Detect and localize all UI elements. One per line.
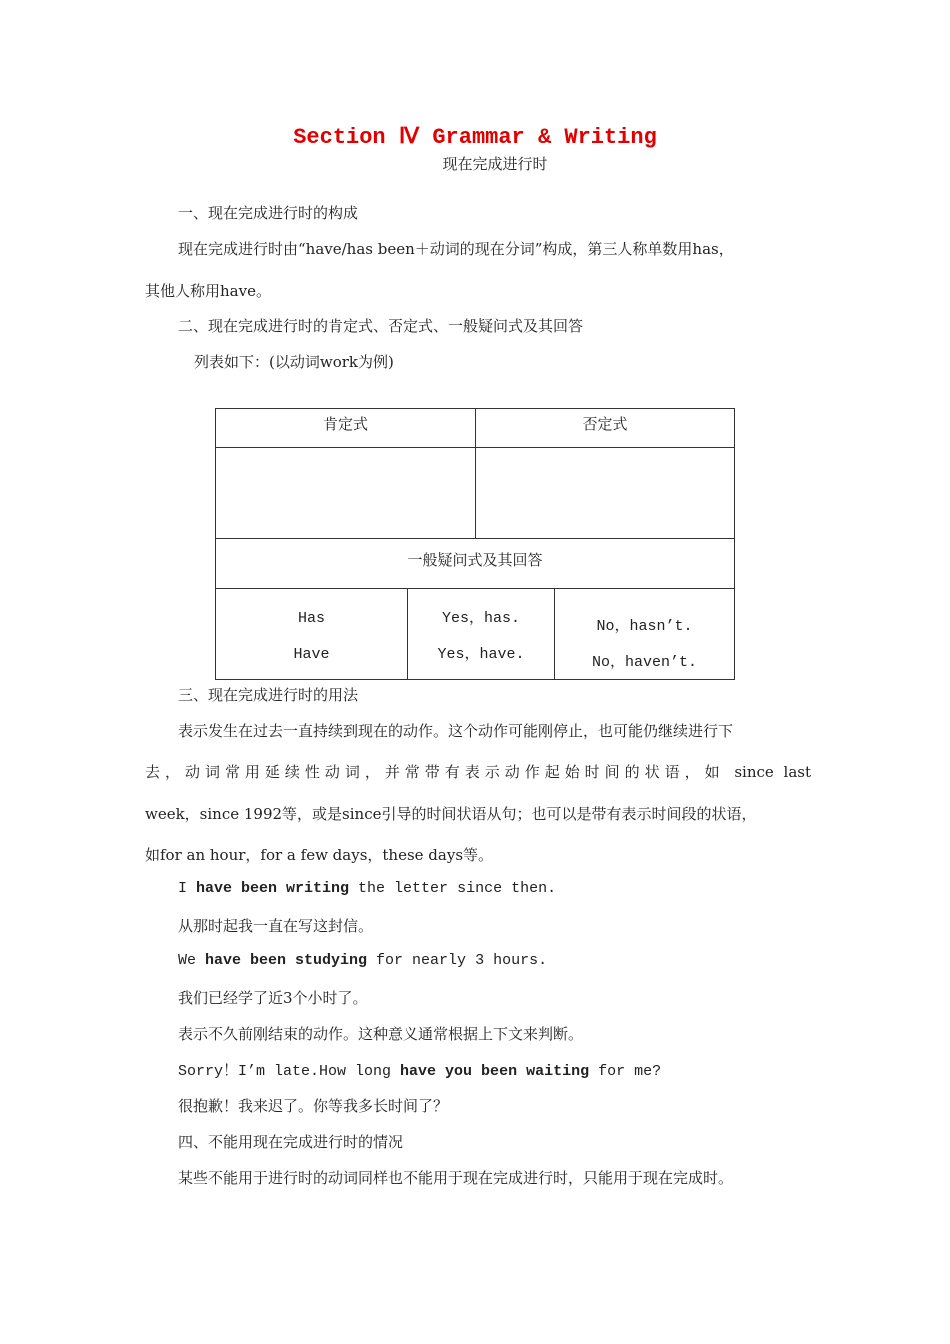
table-question-has: Has	[297, 610, 325, 627]
example-1-rest: the letter since then.	[349, 880, 557, 897]
example-1-verb: have been writing	[196, 880, 350, 897]
section-3-para-line-2: 去，动词常用延续性动词，并常带有表示动作起始时间的状语，如 since last	[145, 763, 811, 781]
section-1-para-line-2: 其他人称用have。	[145, 282, 271, 300]
example-3-verb: have you been waiting	[400, 1063, 590, 1080]
section-1-para-line-1: 现在完成进行时由“have/has been＋动词的现在分词”构成，第三人称单数用has，	[178, 240, 734, 258]
table-cell-affirmative-empty	[215, 447, 476, 539]
table-cell-negative-empty	[475, 447, 735, 539]
example-3-translation: 很抱歉！我来迟了。你等我多长时间了？	[178, 1097, 449, 1115]
example-2-subject: We	[178, 952, 206, 969]
table-cell-yes	[407, 588, 555, 680]
section-3-para-line-1: 表示发生在过去一直持续到现在的动作。这个动作可能刚停止，也可能仍继续进行下	[178, 722, 734, 740]
example-2-translation: 我们已经学了近3个小时了。	[178, 989, 368, 1007]
grammar-table	[215, 408, 735, 680]
page-subtitle: 现在完成进行时	[442, 155, 548, 173]
section-3-para-line-3: week，since 1992等，或是since引导的时间状语从句；也可以是带有表示时间段的状语，	[145, 805, 757, 823]
table-header-affirmative: 肯定式	[215, 408, 476, 448]
section-4-heading: 四、不能用现在完成进行时的情况	[178, 1133, 404, 1151]
section-2-heading: 二、现在完成进行时的肯定式、否定式、一般疑问式及其回答	[178, 317, 584, 335]
table-cell-no	[554, 588, 735, 680]
table-question-have: Have	[293, 646, 330, 663]
table-header-question: 一般疑问式及其回答	[215, 538, 735, 589]
example-1	[178, 880, 556, 897]
section-4-para: 某些不能用于进行时的动词同样也不能用于现在完成进行时，只能用于现在完成时。	[178, 1169, 734, 1187]
example-3	[178, 1059, 661, 1080]
example-1-translation: 从那时起我一直在写这封信。	[178, 917, 374, 935]
section-3-para-line-4: 如for an hour，for a few days，these days等。	[145, 846, 494, 864]
section-2-intro: 列表如下：(以动词work为例)	[194, 353, 394, 371]
section-3-para-line-5: 表示不久前刚结束的动作。这种意义通常根据上下文来判断。	[178, 1025, 584, 1043]
page-title: Section Ⅳ Grammar & Writing	[293, 125, 657, 150]
example-1-subject: I	[178, 880, 197, 897]
example-3-lead: Sorry！I’m late.How long	[178, 1063, 401, 1080]
example-3-rest: for me?	[589, 1063, 662, 1080]
table-cell-question	[215, 588, 408, 680]
table-yes-have: Yes，have.	[437, 646, 525, 663]
example-2-rest: for nearly 3 hours.	[367, 952, 548, 969]
table-header-negative: 否定式	[475, 408, 735, 448]
section-1-heading: 一、现在完成进行时的构成	[178, 204, 359, 222]
table-no-hasnt: No，hasn’t.	[596, 618, 693, 635]
example-2	[178, 952, 547, 969]
table-yes-has: Yes，has.	[441, 610, 520, 627]
section-3-heading: 三、现在完成进行时的用法	[178, 686, 359, 704]
example-2-verb: have been studying	[205, 952, 368, 969]
table-no-havent: No，haven’t.	[591, 654, 697, 671]
